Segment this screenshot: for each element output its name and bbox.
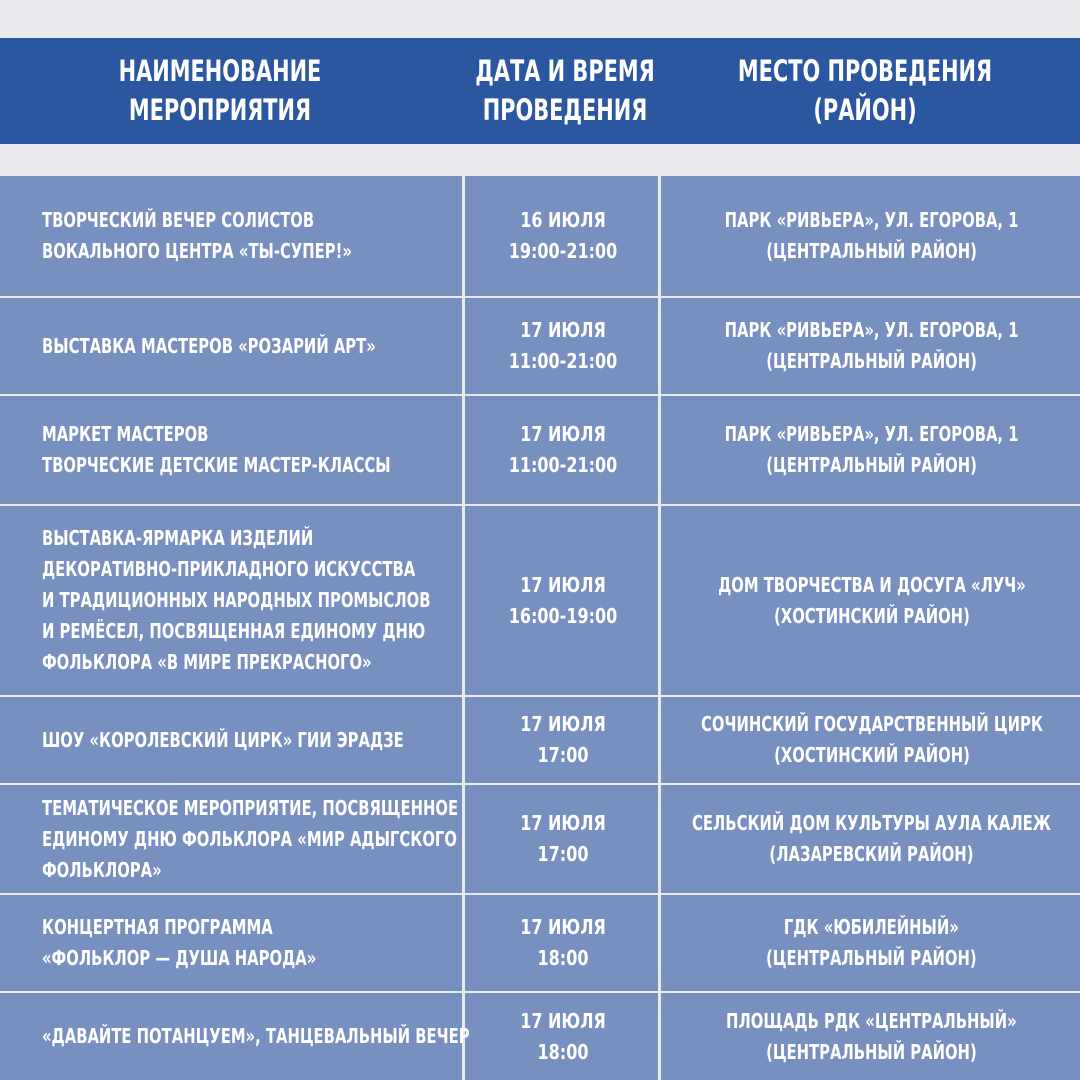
event-date-cell [485,993,642,1080]
event-place-cell-line: (ХОСТИНСКИЙ РАЙОН) [773,743,970,767]
event-date-cell-line: 16:00-19:00 [508,603,618,628]
event-date-cell [485,785,642,893]
events-table [0,176,1080,1080]
event-place-cell-line: СОЧИНСКИЙ ГОСУДАРСТВЕННЫЙ ЦИРК [700,712,1043,736]
event-date-cell-line: 19:00-21:00 [508,239,618,263]
header-location: МЕСТО ПРОВЕДЕНИЯ (РАЙОН) [737,54,993,127]
event-date-cell [485,895,642,991]
event-name-cell-line: ТЕМАТИЧЕСКОЕ МЕРОПРИЯТИЕ, ПОСВЯЩЕННОЕ [42,795,459,820]
event-date-cell-line: 17 ИЮЛЯ [520,318,606,342]
event-place-cell-line: (ЦЕНТРАЛЬНЫЙ РАЙОН) [766,946,977,970]
event-name-cell-line: «ДАВАЙТЕ ПОТАНЦУЕМ», ТАНЦЕВАЛЬНЫЙ ВЕЧЕР [42,1024,470,1048]
event-place-cell-line: (ЛАЗАРЕВСКИЙ РАЙОН) [769,842,974,866]
event-date-cell-line: 17 ИЮЛЯ [520,811,606,835]
event-name-cell-line: И РЕМЁСЕЛ, ПОСВЯЩЕННАЯ ЕДИНОМУ ДНЮ [42,619,426,643]
event-name-cell-line: ЕДИНОМУ ДНЮ ФОЛЬКЛОРА «МИР АДЫГСКОГО [42,826,457,851]
event-name-cell-line: ФОЛЬКЛОРА» [42,857,162,882]
header-date-time: ДАТА И ВРЕМЯ ПРОВЕДЕНИЯ [475,54,655,127]
event-place-cell-line: (ХОСТИНСКИЙ РАЙОН) [773,603,970,628]
event-date-cell [485,176,642,296]
event-date-cell [485,396,642,504]
event-place-cell-line: (ЦЕНТРАЛЬНЫЙ РАЙОН) [766,239,977,263]
event-name-cell [42,396,456,504]
event-place-cell [663,697,1080,783]
event-date-cell-line: 17 ИЮЛЯ [520,1008,606,1033]
event-name-cell-line: ВЫСТАВКА МАСТЕРОВ «РОЗАРИЙ АРТ» [42,333,376,358]
event-date-cell-line: 11:00-21:00 [508,349,618,373]
event-name-cell-line: ФОЛЬКЛОРА «В МИРЕ ПРЕКРАСНОГО» [42,650,372,674]
event-place-cell [663,176,1080,296]
event-place-cell-line: (ЦЕНТРАЛЬНЫЙ РАЙОН) [766,453,977,477]
event-date-cell [485,298,642,394]
event-name-cell [42,785,459,893]
event-place-cell-line: ПАРК «РИВЬЕРА», УЛ. ЕГОРОВА, 1 [724,422,1019,446]
event-place-cell-line: ПЛОЩАДЬ РДК «ЦЕНТРАЛЬНЫЙ» [726,1008,1017,1033]
event-place-cell-line: (ЦЕНТРАЛЬНЫЙ РАЙОН) [766,349,977,373]
event-date-cell-line: 17:00 [537,743,589,767]
column-divider [658,176,661,1080]
event-place-cell-line: ПАРК «РИВЬЕРА», УЛ. ЕГОРОВА, 1 [724,318,1019,342]
event-name-cell-line: И ТРАДИЦИОННЫХ НАРОДНЫХ ПРОМЫСЛОВ [42,588,431,612]
event-place-cell-line: СЕЛЬСКИЙ ДОМ КУЛЬТУРЫ АУЛА КАЛЕЖ [692,811,1051,835]
event-name-cell [42,697,456,783]
event-place-cell-line: ДОМ ТВОРЧЕСТВА И ДОСУГА «ЛУЧ» [717,572,1026,597]
event-date-cell-line: 16 ИЮЛЯ [520,208,606,232]
event-place-cell [663,785,1080,893]
event-name-cell [42,993,470,1080]
event-name-cell-line: ТВОРЧЕСКИЙ ВЕЧЕР СОЛИСТОВ [42,208,315,232]
event-place-cell [663,396,1080,504]
event-place-cell-line: (ЦЕНТРАЛЬНЫЙ РАЙОН) [766,1039,977,1064]
event-date-cell [485,697,642,783]
event-date-cell-line: 18:00 [537,1039,589,1064]
table-header [0,38,1080,144]
event-name-cell-line: ШОУ «КОРОЛЕВСКИЙ ЦИРК» ГИИ ЭРАДЗЕ [42,727,404,752]
event-date-cell-line: 17:00 [537,842,589,866]
event-name-cell-line: ВОКАЛЬНОГО ЦЕНТРА «ТЫ-СУПЕР!» [42,239,352,263]
event-name-cell-line: ДЕКОРАТИВНО-ПРИКЛАДНОГО ИСКУССТВА [42,557,416,581]
event-date-cell-line: 17 ИЮЛЯ [520,915,606,939]
event-name-cell-line: «ФОЛЬКЛОР — ДУША НАРОДА» [42,946,317,970]
event-name-cell [42,895,456,991]
event-date-cell-line: 17 ИЮЛЯ [520,422,606,446]
header-event-name: НАИМЕНОВАНИЕ МЕРОПРИЯТИЯ [118,54,322,127]
event-date-cell [485,506,642,695]
event-place-cell [663,506,1080,695]
event-place-cell [663,993,1080,1080]
event-date-cell-line: 11:00-21:00 [508,453,618,477]
event-place-cell-line: ГДК «ЮБИЛЕЙНЫЙ» [784,915,959,939]
event-name-cell-line: КОНЦЕРТНАЯ ПРОГРАММА [42,915,273,939]
event-date-cell-line: 17 ИЮЛЯ [520,712,606,736]
event-name-cell [42,176,456,296]
column-divider [462,176,465,1080]
event-name-cell [42,298,456,394]
event-name-cell-line: ВЫСТАВКА-ЯРМАРКА ИЗДЕЛИЙ [42,526,314,550]
event-date-cell-line: 18:00 [537,946,589,970]
event-name-cell-line: МАРКЕТ МАСТЕРОВ [42,422,209,446]
event-place-cell-line: ПАРК «РИВЬЕРА», УЛ. ЕГОРОВА, 1 [724,208,1019,232]
event-name-cell [42,506,456,695]
event-place-cell [663,298,1080,394]
event-name-cell-line: ТВОРЧЕСКИЕ ДЕТСКИЕ МАСТЕР-КЛАССЫ [42,453,391,477]
event-place-cell [663,895,1080,991]
event-date-cell-line: 17 ИЮЛЯ [520,572,606,597]
